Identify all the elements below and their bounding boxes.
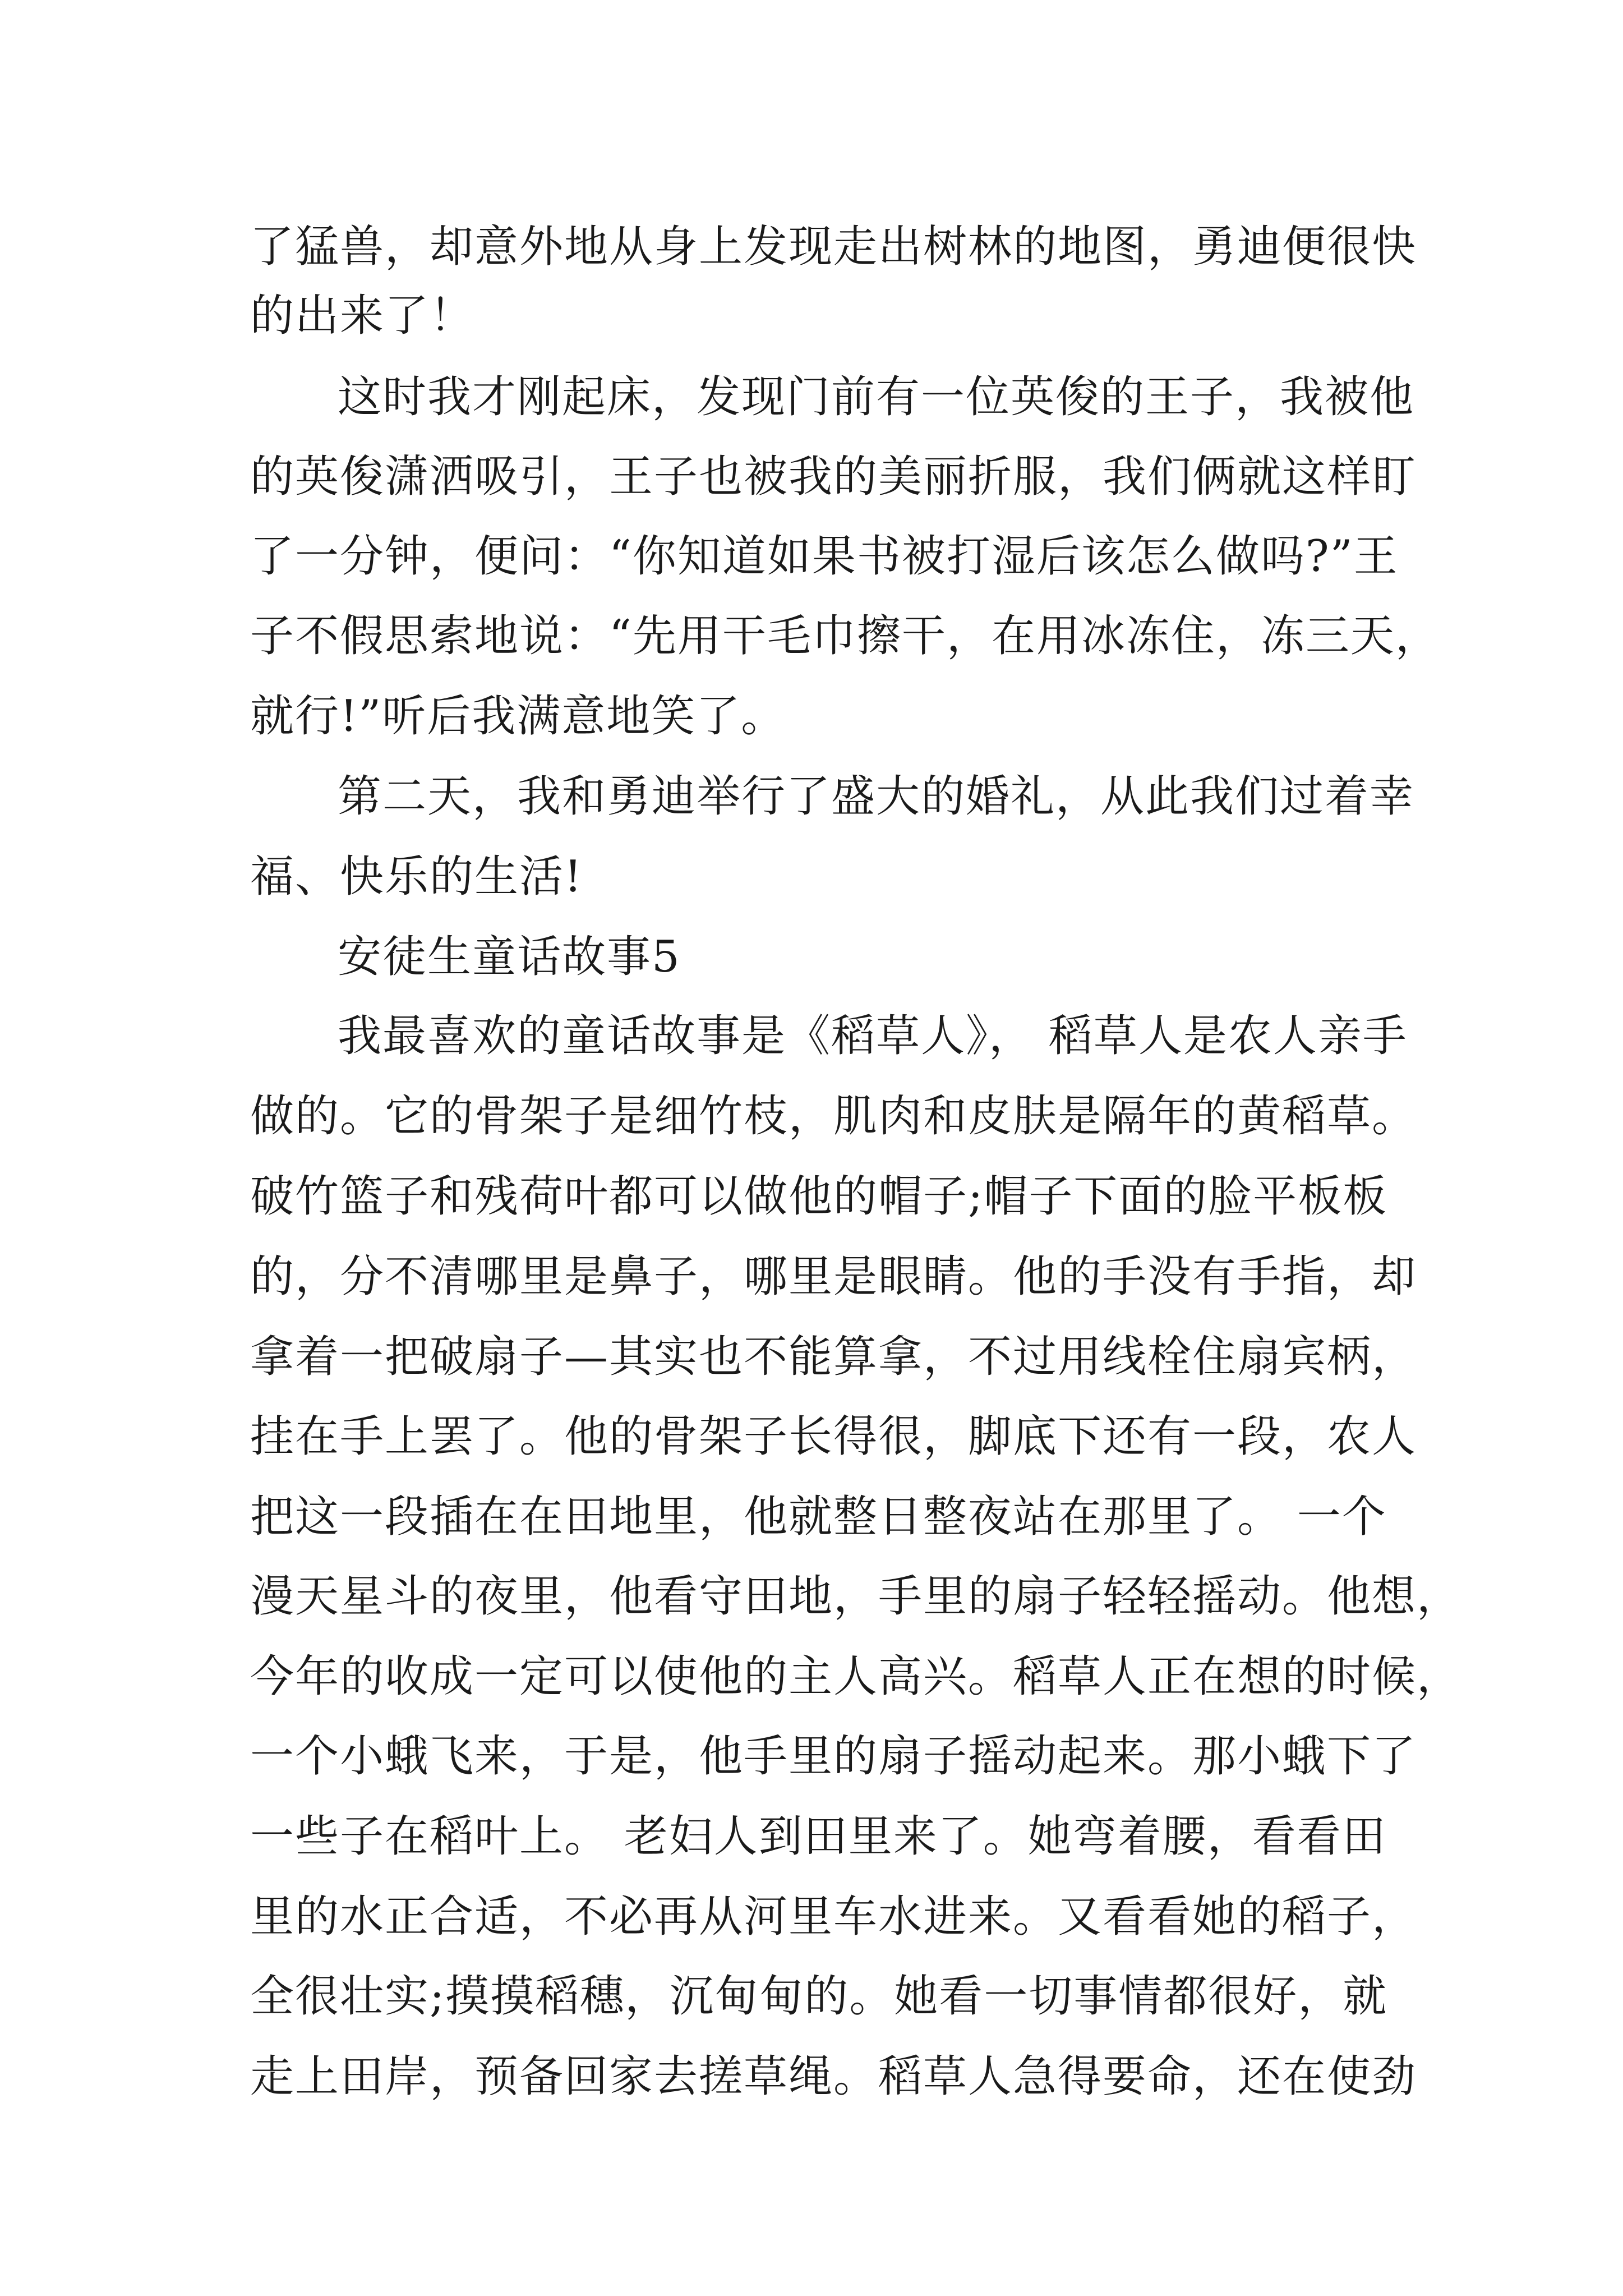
text-line: 的，分不清哪里是鼻子，哪里是眼睛。他的手没有手指，却 bbox=[250, 1251, 1417, 1302]
text-line: 一些子在稻叶上。 老妇人到田里来了。她弯着腰，看看田 bbox=[250, 1811, 1387, 1862]
text-line: 走上田岸，预备回家去搓草绳。稻草人急得要命，还在使劲 bbox=[250, 2051, 1417, 2102]
text-line: 这时我才刚起床，发现门前有一位英俊的王子，我被他 bbox=[338, 372, 1415, 422]
text-line: 了猛兽，却意外地从身上发现走出树林的地图，勇迪便很快 bbox=[250, 222, 1417, 272]
text-line: 漫天星斗的夜里，他看守田地，手里的扇子轻轻摇动。他想， bbox=[250, 1571, 1462, 1622]
text-line: 挂在手上罢了。他的骨架子长得很，脚底下还有一段，农人 bbox=[250, 1411, 1417, 1462]
text-line: 一个小蛾飞来，于是，他手里的扇子摇动起来。那小蛾下了 bbox=[250, 1731, 1417, 1782]
text-line: 福、快乐的生活! bbox=[250, 852, 583, 902]
text-line: 里的水正合适，不必再从河里车水进来。又看看她的稻子， bbox=[250, 1892, 1417, 1942]
text-line: 子不假思索地说：“先用干毛巾擦干，在用冰冻住，冻三天， bbox=[250, 611, 1440, 661]
text-line: 的出来了！ bbox=[250, 291, 475, 341]
text-line: 就行!”听后我满意地笑了。 bbox=[250, 691, 786, 742]
text-line: 第二天，我和勇迪举行了盛大的婚礼，从此我们过着幸 bbox=[338, 771, 1415, 822]
text-line: 拿着一把破扇子—其实也不能算拿，不过用线栓住扇宾柄， bbox=[250, 1332, 1417, 1382]
text-line: 我最喜欢的童话故事是《稻草人》， 稻草人是农人亲手 bbox=[338, 1011, 1408, 1061]
text-line: 做的。它的骨架子是细竹枝，肌肉和皮肤是隔年的黄稻草。 bbox=[250, 1091, 1417, 1142]
text-line: 全很壮实;摸摸稻穗，沉甸甸的。她看一切事情都很好，就 bbox=[250, 1971, 1388, 2022]
text-line: 把这一段插在在田地里，他就整日整夜站在那里了。 一个 bbox=[250, 1492, 1387, 1542]
section-title: 安徒生童话故事5 bbox=[338, 932, 681, 982]
text-line: 的英俊潇洒吸引，王子也被我的美丽折服，我们俩就这样盯 bbox=[250, 452, 1417, 502]
text-line: 破竹篮子和残荷叶都可以做他的帽子;帽子下面的脸平板板 bbox=[250, 1171, 1388, 1222]
text-line: 今年的收成一定可以使他的主人高兴。稻草人正在想的时候， bbox=[250, 1651, 1462, 1702]
text-line: 了一分钟，便问：“你知道如果书被打湿后该怎么做吗?”王 bbox=[250, 531, 1399, 582]
